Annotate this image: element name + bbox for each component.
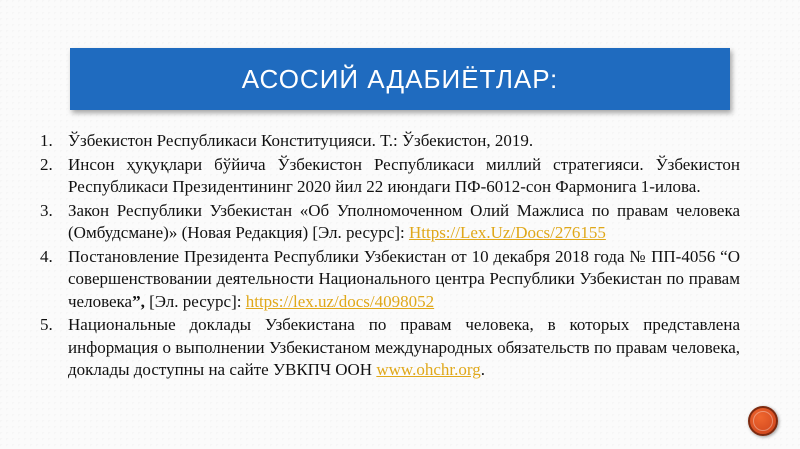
reference-link[interactable]: www.ohchr.org: [376, 360, 481, 379]
reference-link[interactable]: Https://Lex.Uz/Docs/276155: [408, 223, 606, 242]
reference-list-container: [40, 130, 740, 383]
slide-nav-button[interactable]: [748, 406, 778, 436]
list-number: 1.: [40, 131, 53, 150]
title-banner: [70, 48, 730, 110]
list-item: [40, 130, 740, 153]
reference-text: Инсон ҳуқуқлари бўйича Ўзбекистон Республикаси миллий стратегияси. Ўзбекистон Республикаси Президентининг 2020 йил 22 июндаги ПФ-6012-сон Фармонига 1-илова.: [68, 154, 740, 196]
list-number: 3.: [40, 200, 53, 220]
list-item: [40, 200, 740, 245]
list-item: [40, 154, 740, 199]
reference-text: Закон Республики Узбекистан «Об Уполномоченном Олий Мажлиса по правам человека (Омбудсмане)» (Новая Редакция) [Эл. ресурс]: Https://Lex.Uz/Docs/276155: [68, 200, 740, 242]
reference-text: Постановление Президента Республики Узбекистан от 10 декабря 2018 года № ПП-4056 “О совершенствовании деятельности Национального центра Республики Узбекистан по правам человека”, [Эл. ресурс]: https://lex.uz/docs/4098052: [68, 246, 740, 311]
list-item: [40, 246, 740, 314]
reference-list: [40, 130, 740, 382]
list-number: 2.: [40, 154, 53, 174]
list-number: 4.: [40, 246, 53, 266]
reference-text: Национальные доклады Узбекистана по правам человека, в которых представлена информация о выполнении Узбекистаном международных обязательств по правам человека, доклады доступны на сайте УВКПЧ ООН www.ohchr.org.: [68, 315, 740, 379]
slide-title: АСОСИЙ АДАБИЁТЛАР:: [241, 63, 559, 94]
reference-text: Ўзбекистон Республикаси Конституцияси. Т.: Ўзбекистон, 2019.: [68, 131, 534, 150]
list-number: 5.: [40, 315, 53, 334]
list-item: [40, 314, 740, 382]
nav-button-ring-icon: [753, 411, 773, 431]
reference-link[interactable]: https://lex.uz/docs/4098052: [245, 291, 435, 311]
